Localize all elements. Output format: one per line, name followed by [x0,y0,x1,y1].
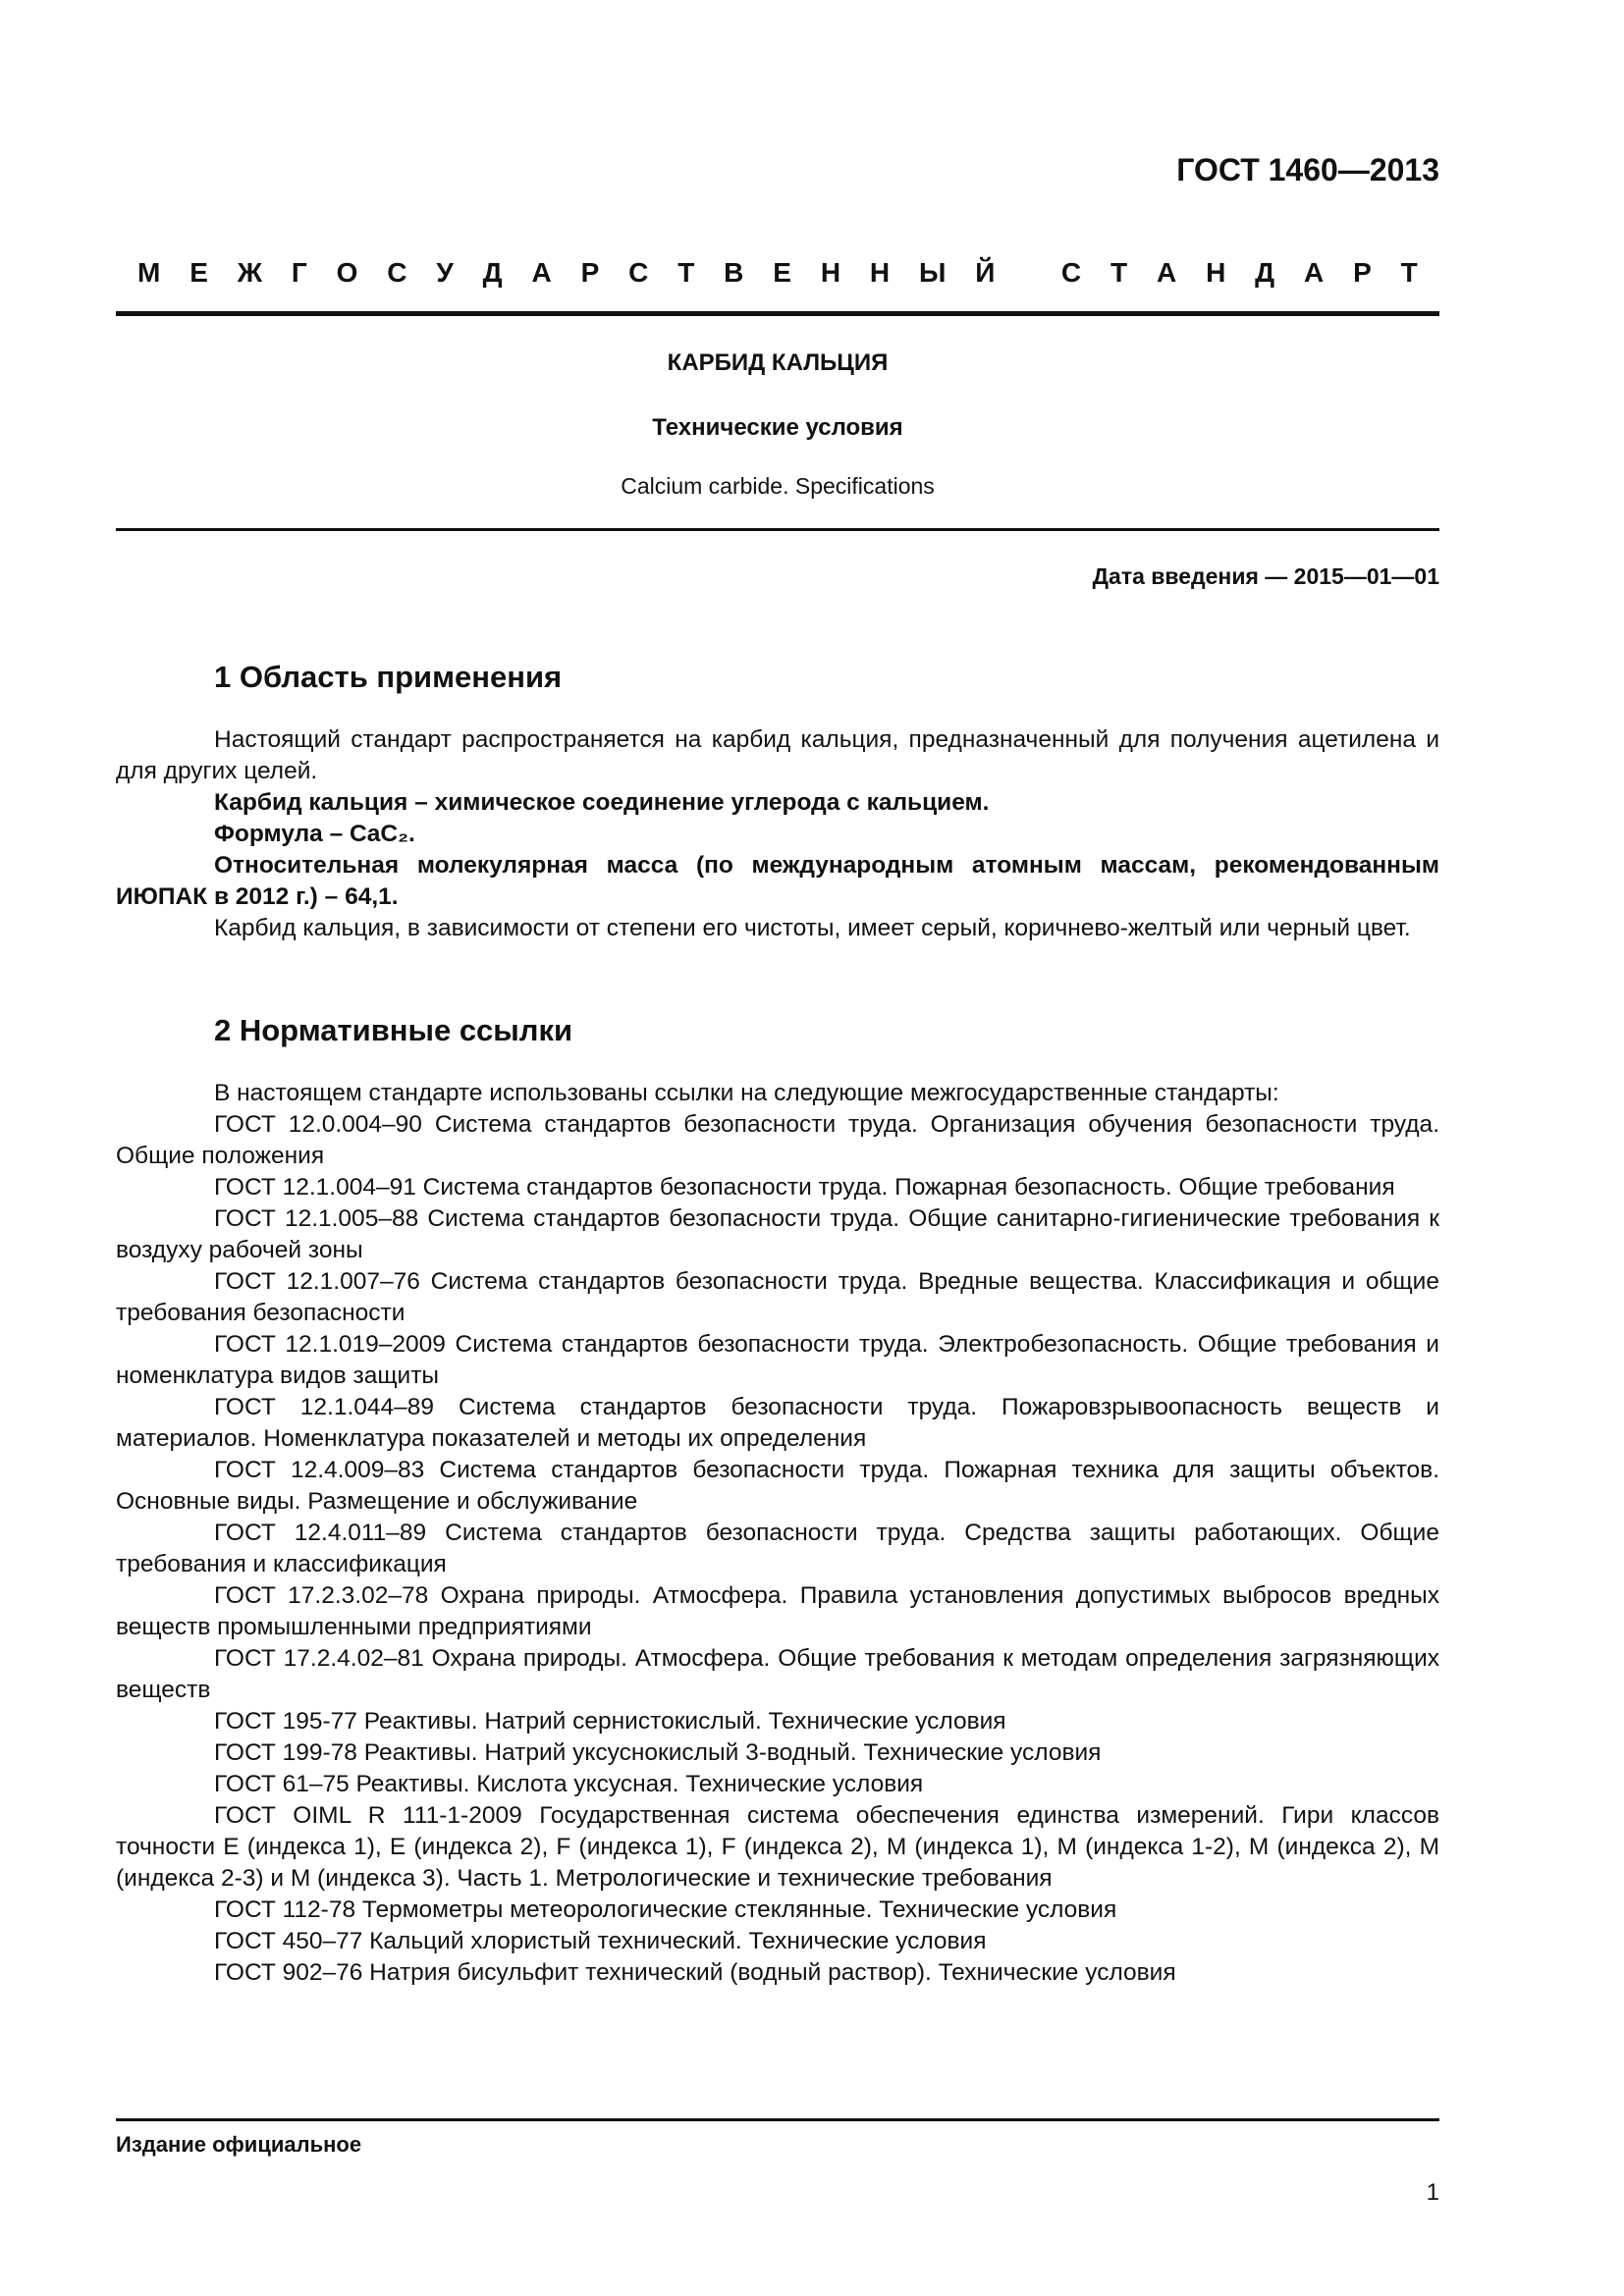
section-1-heading: 1 Область применения [214,660,563,694]
standard-type-letter: Н [1206,257,1226,288]
reference-item: ГОСТ 112-78 Термометры метеорологические стеклянные. Технические условия [214,1896,1117,1923]
standard-type-letter: В [724,257,744,288]
paragraph: Карбид кальция – химическое соединение углерода с кальцием. [214,789,990,816]
standard-type-letter: Й [975,257,996,288]
title-rule [116,528,1439,531]
document-subtitle: Технические условия [652,414,903,441]
standard-type-letter: Н [820,257,841,288]
standard-type-letter: С [387,257,407,288]
english-title: Calcium carbide. Specifications [621,473,935,499]
reference-item: ГОСТ 12.1.007–76 Система стандартов безопасности труда. Вредные вещества. Классификация и общие требования безопасности [116,1268,1439,1326]
footer-rule [116,2118,1439,2121]
reference-item: ГОСТ 199-78 Реактивы. Натрий уксуснокислый 3-водный. Технические условия [214,1739,1102,1766]
reference-item: ГОСТ 12.1.005–88 Система стандартов безопасности труда. Общие санитарно-гигиенические требования к воздуху рабочей зоны [116,1205,1439,1263]
reference-item: ГОСТ 12.4.009–83 Система стандартов безопасности труда. Пожарная техника для защиты объектов. Основные виды. Размещение и обслуживание [116,1457,1439,1515]
standard-type-letter: С [1060,257,1082,288]
standard-type-letter: А [1156,257,1177,288]
reference-item: ГОСТ 17.2.4.02–81 Охрана природы. Атмосфера. Общие требования к методам определения загрязняющих веществ [116,1645,1439,1703]
standard-type-letter: М [137,257,161,288]
reference-item: ГОСТ 17.2.3.02–78 Охрана природы. Атмосфера. Правила установления допустимых выбросов вредных веществ промышленными предприятиями [116,1582,1439,1640]
standard-type-heading [137,257,1418,289]
reference-item: ГОСТ 61–75 Реактивы. Кислота уксусная. Технические условия [214,1771,924,1797]
paragraph: Карбид кальция, в зависимости от степени его чистоты, имеет серый, коричнево-желтый или черный цвет. [214,915,1411,941]
standard-type-letter: Г [291,257,307,288]
standard-type-letter: Н [869,257,891,288]
reference-item: В настоящем стандарте использованы ссылки на следующие межгосударственные стандарты: [214,1080,1279,1106]
reference-item: ГОСТ OIML R 111-1-2009 Государственная система обеспечения единства измерений. Гири классов точности E (индекса 1), E (индекса 2), F (индекса 1), F (индекса 2), M (индекса 1), M (индекса 1-2), M (индекса 2), M (индекса 2-3) и M (индекса 3). Часть 1. Метрологические и технические требования [116,1802,1439,1892]
header-rule [116,311,1439,316]
introduction-date: Дата введения — 2015—01—01 [1092,563,1439,589]
reference-item: ГОСТ 12.1.019–2009 Система стандартов безопасности труда. Электробезопасность. Общие требования и номенклатура видов защиты [116,1331,1439,1389]
reference-item: ГОСТ 902–76 Натрия бисульфит технический (водный раствор). Технические условия [214,1959,1176,1986]
reference-item: ГОСТ 12.1.004–91 Система стандартов безопасности труда. Пожарная безопасность. Общие требования [214,1174,1395,1201]
standard-type-letter: Ы [919,257,947,288]
standard-type-letter: Е [189,257,208,288]
section-1-body [116,724,1439,944]
paragraph: Настоящий стандарт распространяется на карбид кальция, предназначенный для получения ацетилена и для других целей. [116,726,1439,784]
standard-type-letter: Р [1353,257,1372,288]
official-edition-label: Издание официальное [116,2132,362,2157]
standard-type-letter: С [628,257,649,288]
paragraph: Формула – CaC₂. [214,821,415,847]
reference-item: ГОСТ 12.1.044–89 Система стандартов безопасности труда. Пожаровзрывоопасность веществ и материалов. Номенклатура показателей и методы их определения [116,1394,1439,1452]
standard-type-letter [1024,257,1032,289]
reference-item: ГОСТ 12.0.004–90 Система стандартов безопасности труда. Организация обучения безопасности труда. Общие положения [116,1111,1439,1169]
section-2-body [116,1078,1439,1989]
standard-type-letter: А [1303,257,1325,288]
standard-number: ГОСТ 1460—2013 [1176,152,1439,187]
standard-type-letter: Р [580,257,600,288]
standard-type-letter: Т [677,257,695,288]
standard-type-letter: У [436,257,454,288]
standard-type-letter: Ж [237,257,263,288]
standard-type-letter: Т [1400,257,1418,288]
standard-type-letter: Д [482,257,503,288]
reference-item: ГОСТ 195-77 Реактивы. Натрий сернистокислый. Технические условия [214,1708,1006,1735]
standard-type-letter: Т [1110,257,1128,288]
standard-type-letter: О [336,257,358,288]
page-number: 1 [1426,2179,1439,2206]
section-2-heading: 2 Нормативные ссылки [214,1013,573,1047]
standard-type-letter: А [531,257,552,288]
standard-type-letter: Д [1255,257,1275,288]
reference-item: ГОСТ 450–77 Кальций хлористый технический. Технические условия [214,1928,987,1954]
standard-type-letter: Е [773,257,791,288]
document-title: КАРБИД КАЛЬЦИЯ [667,349,889,376]
reference-item: ГОСТ 12.4.011–89 Система стандартов безопасности труда. Средства защиты работающих. Общие требования и классификация [116,1520,1439,1577]
paragraph: Относительная молекулярная масса (по международным атомным массам, рекомендованным ИЮПАК в 2012 г.) – 64,1. [116,852,1439,910]
